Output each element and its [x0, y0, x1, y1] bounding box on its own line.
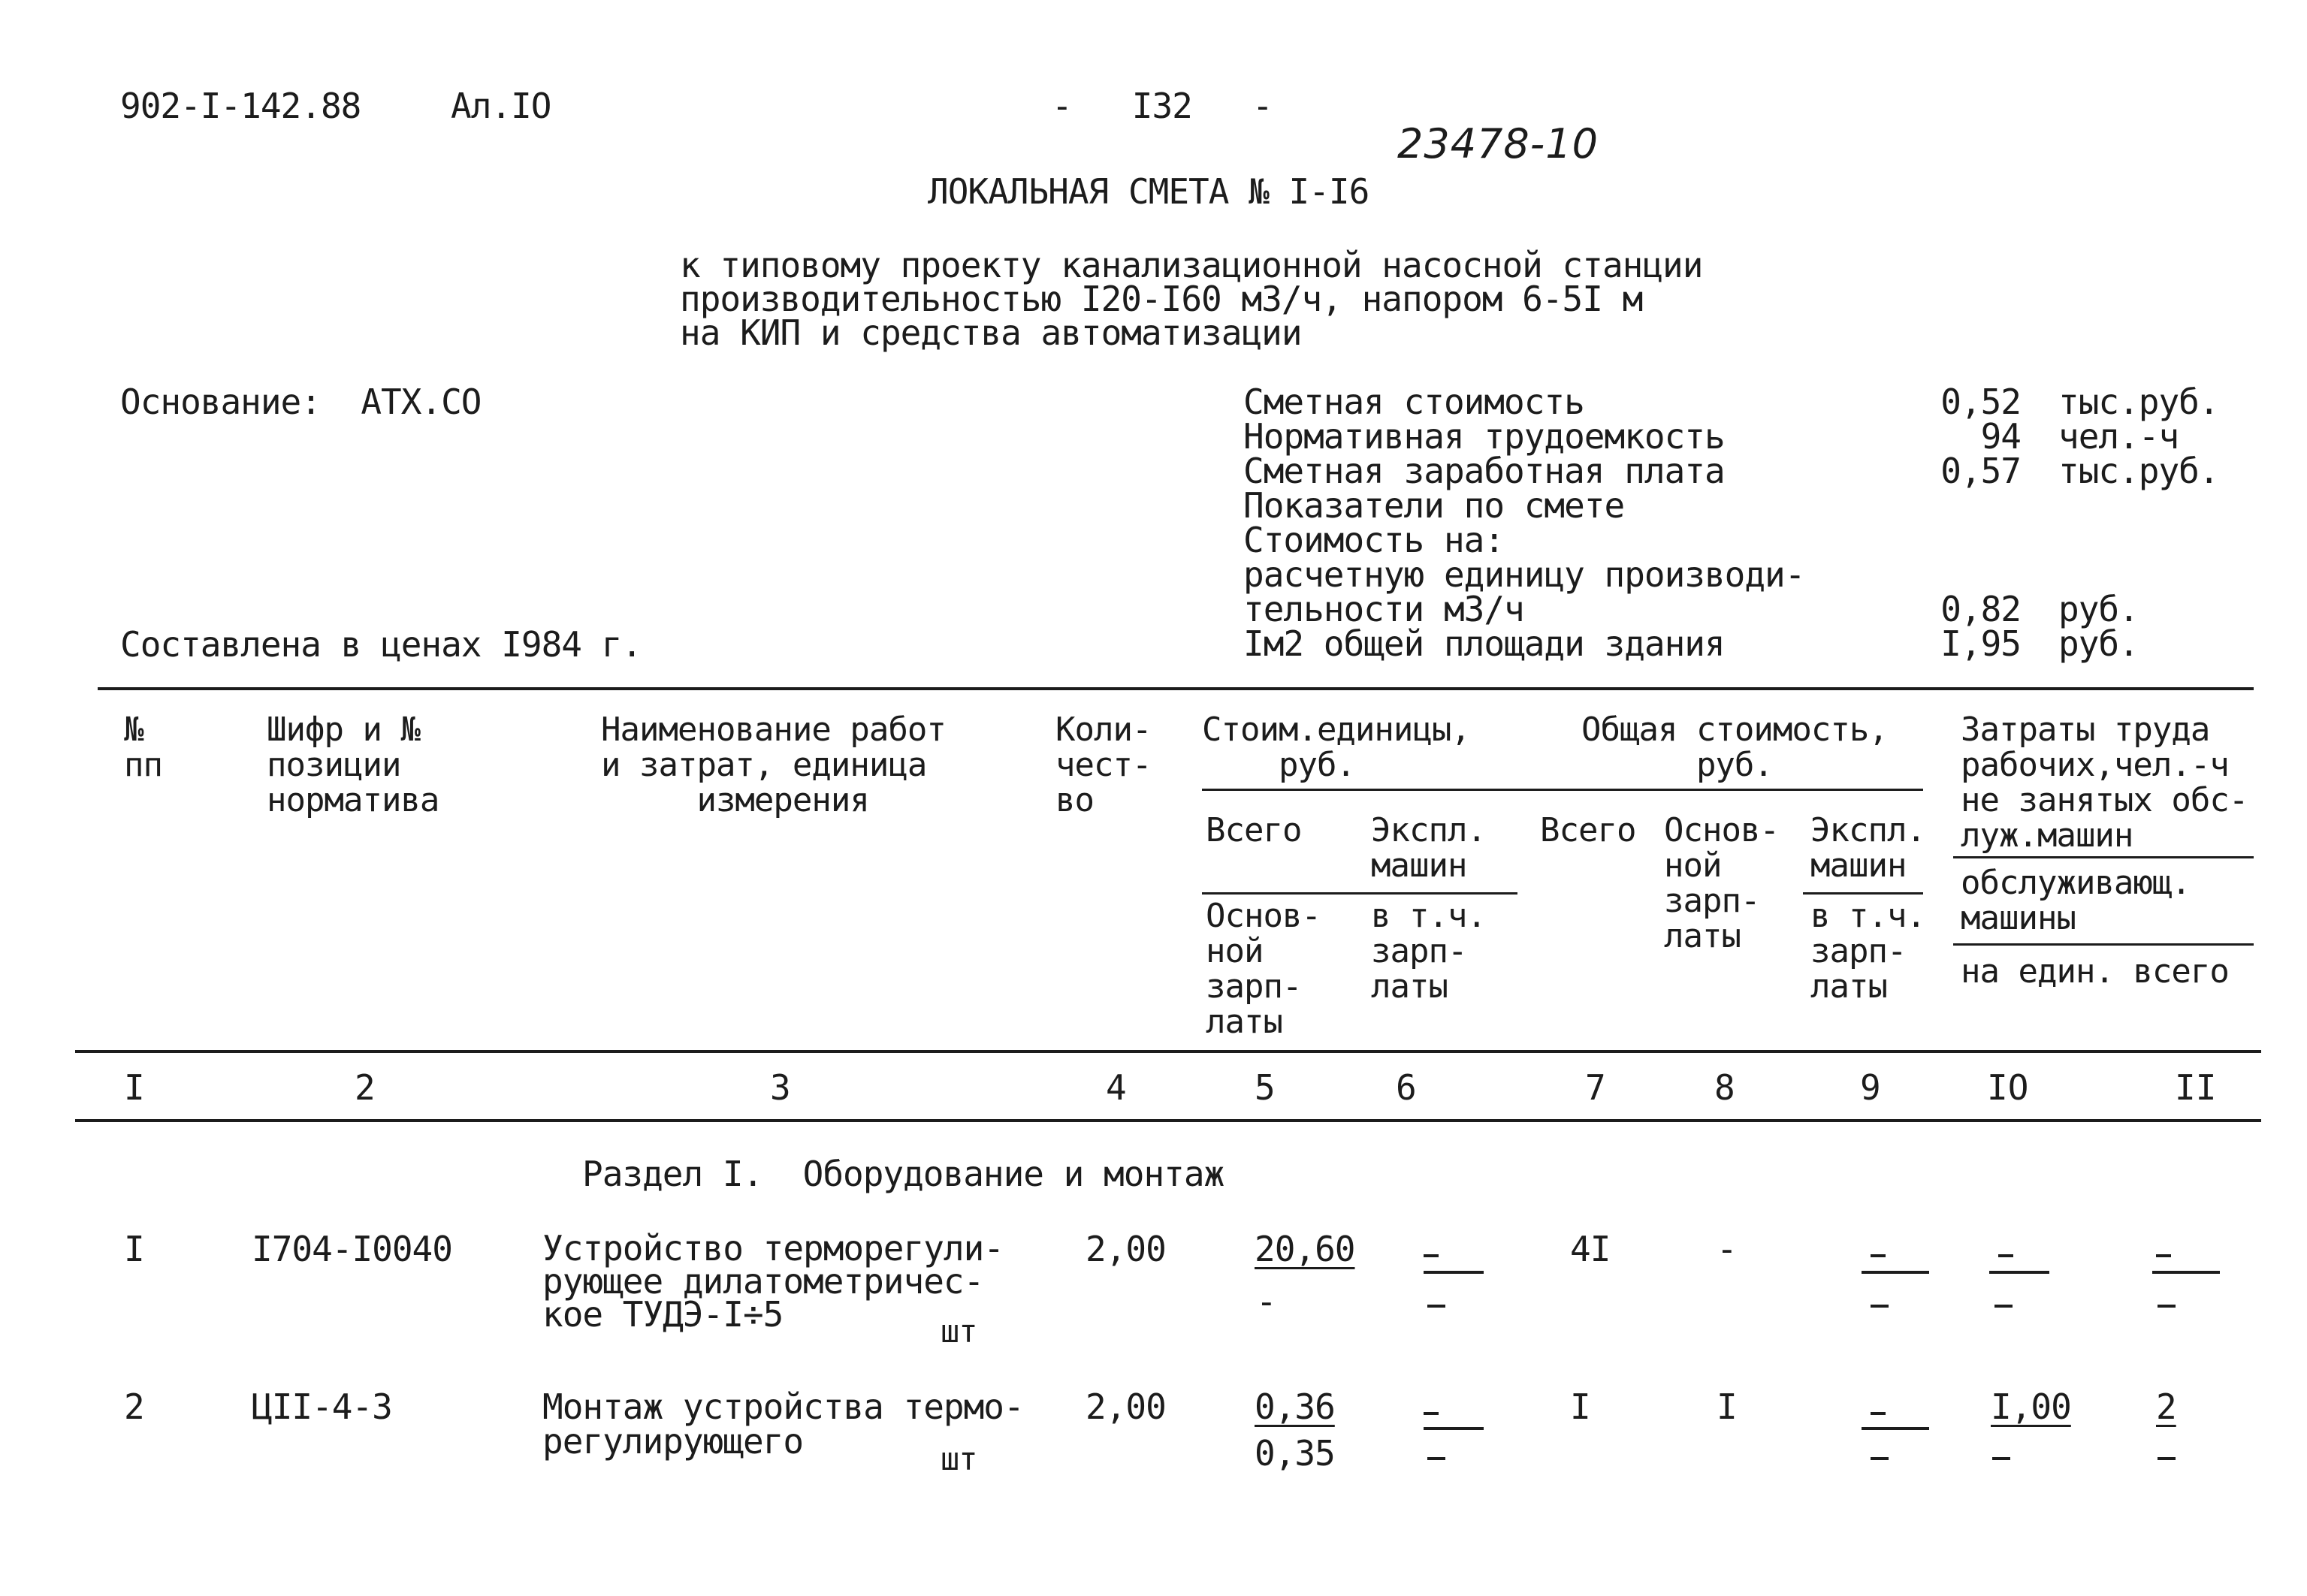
row-quantity: 2,00 [1086, 1229, 1166, 1269]
column-number: 7 [1585, 1067, 1606, 1108]
summary-unit: тыс.руб. [2058, 382, 2219, 422]
dash-mark [1862, 1271, 1929, 1274]
header-rule [1202, 789, 1923, 791]
column-number: 5 [1255, 1067, 1276, 1108]
summary-label: Нормативная трудоемкость [1243, 416, 1725, 457]
summary-value: 0,57 [1940, 451, 2021, 491]
summary-unit: руб. [2058, 589, 2139, 629]
header-labor: Затраты труда рабочих,чел.-ч не занятых обс- луж.машин [1961, 711, 2248, 855]
dash-mark [1871, 1254, 1886, 1257]
summary-unit: чел.-ч [2058, 416, 2179, 457]
header-rule [1953, 943, 2254, 946]
header-code: Шифр и № позиции норматива [267, 711, 439, 819]
header-unit-cost: Стоим.единицы, руб. [1202, 711, 1470, 784]
summary-label: расчетную единицу производи- [1243, 554, 1805, 595]
dash-mark [1871, 1457, 1889, 1460]
row-code: ЦII-4-3 [252, 1386, 392, 1427]
row-number: I [124, 1229, 144, 1269]
dash-mark [2152, 1271, 2220, 1274]
summary-value: 94 [1980, 416, 2021, 457]
basis: Основание: АТХ.СО [120, 382, 482, 422]
column-number: I [124, 1067, 145, 1108]
row-unit-cost-wages: - [1256, 1281, 1276, 1322]
header-labor-machines: обслуживающ. машины [1961, 864, 2191, 937]
header-unit-cost-wages: Основ- ной зарп- латы [1206, 897, 1321, 1041]
header-bottom-rule [75, 1050, 2261, 1053]
column-number: II [2175, 1067, 2217, 1108]
header-rule [1202, 892, 1517, 895]
document-code: 902-I-142.88 [120, 86, 361, 126]
header-name: Наименование работ и затрат, единица измерения [601, 711, 946, 819]
row-unit-cost-wages: 0,35 [1255, 1433, 1335, 1474]
subtitle-line-3: на КИП и средства автоматизации [680, 312, 1302, 353]
handwritten-number: 23478-10 [1397, 120, 1599, 167]
summary-value: 0,82 [1940, 589, 2021, 629]
header-total-cost-machine-wages: в т.ч. зарп- латы [1810, 897, 1925, 1006]
document-title: ЛОКАЛЬНАЯ СМЕТА № I-I6 [928, 171, 1369, 212]
row-name: Монтаж устройства термо- регулирующего [542, 1386, 1024, 1462]
column-number: 6 [1396, 1067, 1417, 1108]
header-total-cost-machines: Экспл. машин [1810, 811, 1925, 885]
dash-mark [1871, 1305, 1889, 1308]
header-unit-cost-machine-wages: в т.ч. зарп- латы [1371, 897, 1486, 1006]
dash-mark [1871, 1412, 1886, 1415]
row-name: Устройство терморегули- рующее дилатометричес- кое ТУДЭ-I÷5 [542, 1228, 1004, 1335]
dash-mark [1994, 1305, 2013, 1308]
summary-label: Показатели по смете [1243, 485, 1625, 526]
header-total-cost: Общая стоимость, руб. [1581, 711, 1888, 784]
row-total-cost: I [1570, 1386, 1590, 1427]
header-number: № пп [124, 711, 162, 784]
column-number: 2 [355, 1067, 376, 1108]
row-total-wages: I [1717, 1386, 1737, 1427]
dash-mark [1424, 1427, 1484, 1430]
summary-label: тельности м3/ч [1243, 589, 1524, 629]
row-total-wages: - [1717, 1229, 1737, 1269]
dash-mark [1424, 1254, 1439, 1257]
dash-mark [1992, 1457, 2010, 1460]
row-unit-cost-total: 0,36 [1255, 1386, 1335, 1427]
subtitle-line-1: к типовому проекту канализационной насосной станции [680, 245, 1703, 285]
header-labor-per-unit-total: на един. всего [1961, 952, 2229, 991]
summary-label: Сметная стоимость [1243, 382, 1584, 422]
summary-value: I,95 [1940, 623, 2021, 664]
dash-mark [2158, 1457, 2176, 1460]
row-unit: шт [941, 1313, 977, 1350]
row-labor-per-unit: I,00 [1991, 1386, 2071, 1427]
header-total-cost-total: Всего [1540, 811, 1636, 849]
dash-mark [2156, 1254, 2171, 1257]
dash-mark [1424, 1271, 1484, 1274]
subtitle-line-2: производительностью I20-I60 м3/ч, напором 6-5I м [680, 279, 1643, 319]
dash-mark [1424, 1412, 1439, 1415]
summary-label: Iм2 общей площади здания [1243, 623, 1725, 664]
column-numbers-rule [75, 1119, 2261, 1122]
prices-year: Составлена в ценах I984 г. [120, 624, 642, 665]
header-rule [1953, 856, 2254, 858]
header-unit-cost-total: Всего [1206, 811, 1302, 849]
summary-label: Сметная заработная плата [1243, 451, 1725, 491]
section-heading: Раздел I. Оборудование и монтаж [582, 1154, 1224, 1194]
summary-value: 0,52 [1940, 382, 2021, 422]
row-total-cost: 4I [1570, 1229, 1611, 1269]
summary-unit: тыс.руб. [2058, 451, 2219, 491]
row-labor-total: 2 [2156, 1386, 2176, 1427]
column-number: 8 [1714, 1067, 1735, 1108]
page-number: - I32 - [1052, 86, 1273, 126]
row-unit: шт [941, 1441, 977, 1477]
row-quantity: 2,00 [1086, 1386, 1166, 1427]
row-number: 2 [124, 1386, 144, 1427]
column-number: 4 [1106, 1067, 1127, 1108]
dash-mark [1998, 1254, 2013, 1257]
dash-mark [1427, 1305, 1445, 1308]
dash-mark [2158, 1305, 2176, 1308]
summary-unit: руб. [2058, 623, 2139, 664]
header-unit-cost-machines: Экспл. машин [1371, 811, 1486, 885]
header-quantity: Коли- чест- во [1055, 711, 1152, 819]
dash-mark [1989, 1271, 2049, 1274]
dash-mark [1427, 1457, 1445, 1460]
row-unit-cost-total: 20,60 [1255, 1229, 1355, 1269]
column-number: 9 [1860, 1067, 1881, 1108]
column-number: 3 [770, 1067, 791, 1108]
sheet-number: Ал.IO [451, 86, 551, 126]
dash-mark [1862, 1427, 1929, 1430]
row-code: I704-I0040 [252, 1229, 452, 1269]
summary-label: Стоимость на: [1243, 520, 1505, 560]
column-number: IO [1987, 1067, 2029, 1108]
header-total-cost-wages: Основ- ной зарп- латы [1664, 811, 1779, 955]
table-top-rule [98, 687, 2254, 690]
header-rule [1803, 892, 1923, 895]
